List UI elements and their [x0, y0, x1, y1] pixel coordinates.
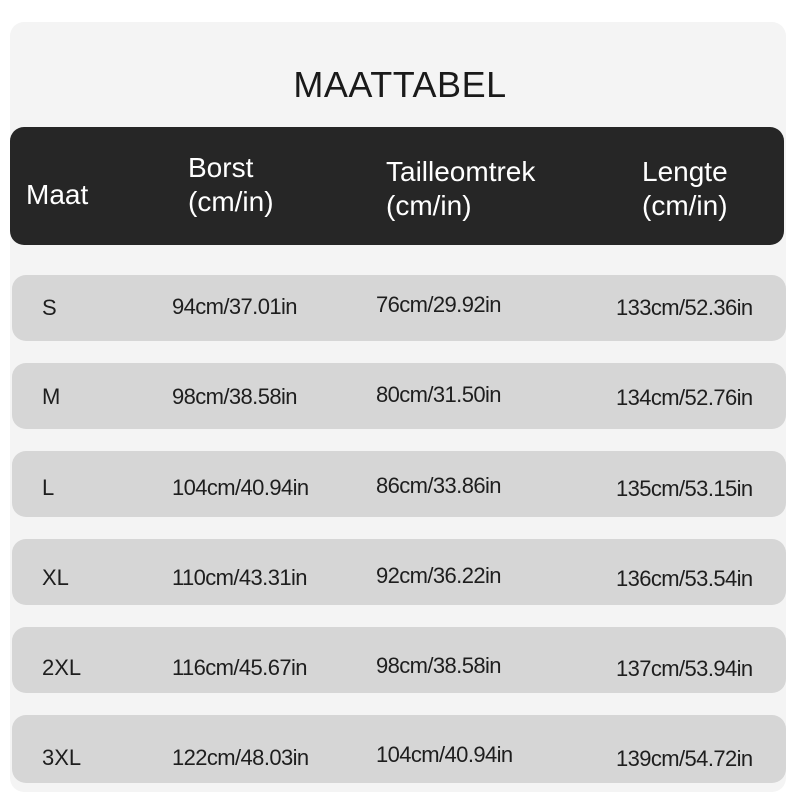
waist-cell: 104cm/40.94in	[376, 742, 513, 767]
table-row	[12, 715, 786, 783]
size-cell: 2XL	[42, 655, 82, 680]
header-length: Lengte (cm/in)	[642, 156, 728, 221]
chest-cell: 94cm/37.01in	[172, 294, 297, 319]
waist-cell: 98cm/38.58in	[376, 653, 501, 678]
length-cell: 134cm/52.76in	[616, 385, 753, 410]
size-cell: S	[42, 295, 57, 320]
table-row	[12, 275, 786, 341]
length-cell: 136cm/53.54in	[616, 566, 753, 591]
chest-cell: 98cm/38.58in	[172, 384, 297, 409]
waist-cell: 92cm/36.22in	[376, 563, 501, 588]
table-row	[12, 627, 786, 693]
chest-cell: 104cm/40.94in	[172, 475, 309, 500]
size-cell: L	[42, 475, 55, 500]
length-cell: 133cm/52.36in	[616, 295, 753, 320]
length-cell: 139cm/54.72in	[616, 746, 753, 771]
header-size: Maat	[26, 179, 89, 210]
page-title: MAATTABEL	[293, 64, 507, 105]
size-cell: XL	[42, 565, 69, 590]
chest-cell: 116cm/45.67in	[172, 655, 307, 680]
chest-cell: 110cm/43.31in	[172, 565, 307, 590]
waist-cell: 86cm/33.86in	[376, 473, 501, 498]
table-header	[10, 127, 784, 245]
header-waist: Tailleomtrek (cm/in)	[386, 156, 536, 221]
table-row	[12, 539, 786, 605]
length-cell: 137cm/53.94in	[616, 656, 753, 681]
size-cell: 3XL	[42, 745, 82, 770]
waist-cell: 80cm/31.50in	[376, 382, 501, 407]
table-row	[12, 363, 786, 429]
size-cell: M	[42, 384, 61, 409]
waist-cell: 76cm/29.92in	[376, 292, 501, 317]
chest-cell: 122cm/48.03in	[172, 745, 309, 770]
table-row	[12, 451, 786, 517]
length-cell: 135cm/53.15in	[616, 476, 753, 501]
header-chest: Borst (cm/in)	[188, 152, 274, 217]
